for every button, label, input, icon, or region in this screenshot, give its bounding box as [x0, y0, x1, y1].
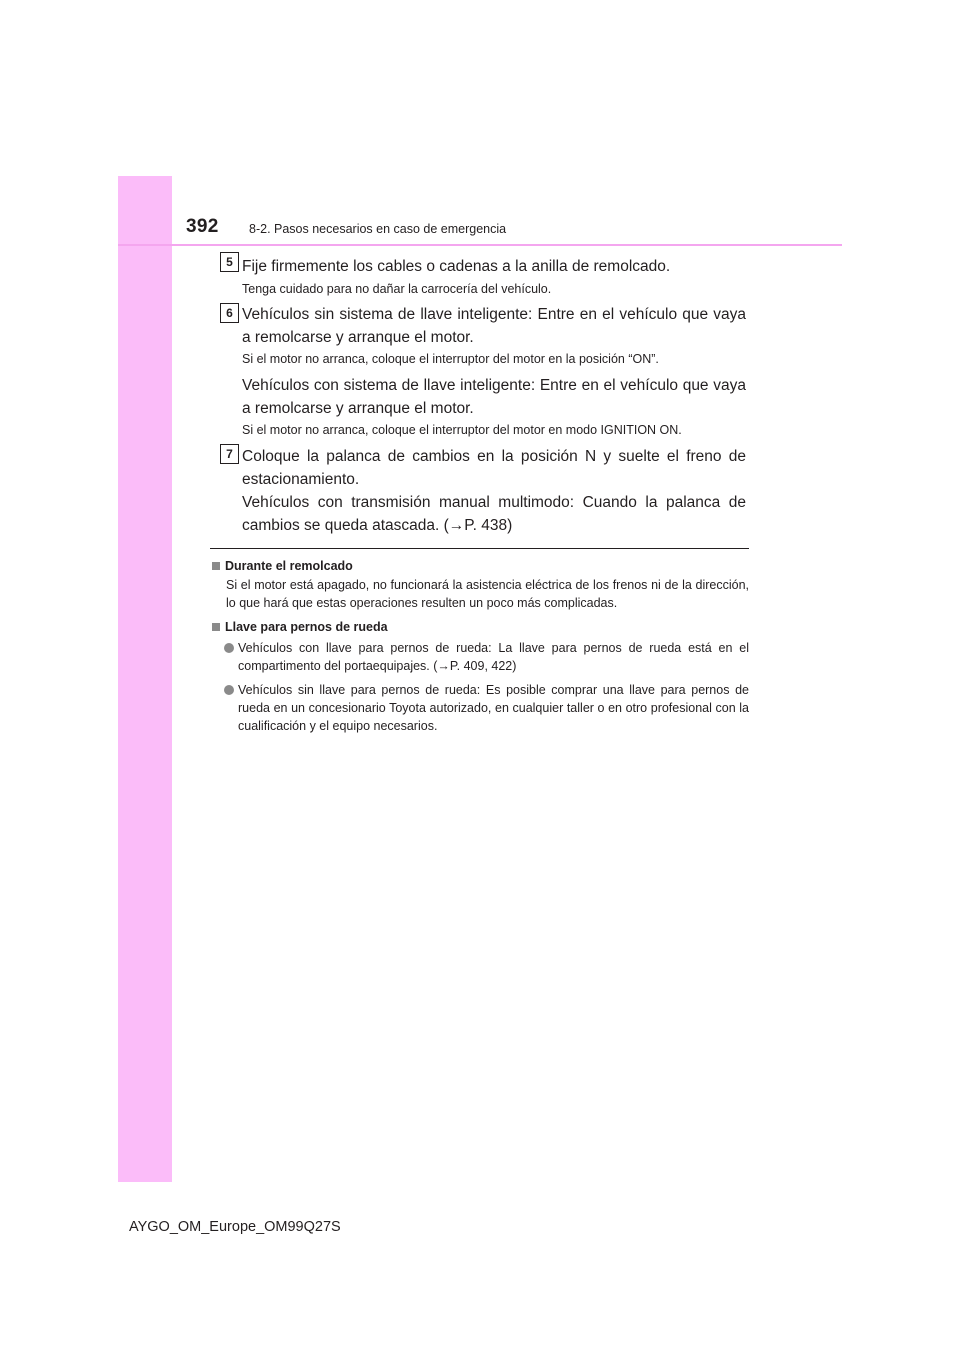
step-6-note-alt: Si el motor no arranca, coloque el interruptor del motor en modo IGNITION ON.: [242, 423, 682, 437]
square-bullet-icon: [212, 623, 220, 631]
note-heading-towing: [212, 558, 353, 575]
step-5-instruction: Fije firmemente los cables o cadenas a la anilla de remolcado.: [242, 258, 671, 275]
step-7-instruction-alt: Vehículos con transmisión manual multimodo: Cuando la palanca de cambios se queda atascada. (→P. 438): [242, 494, 746, 534]
list-item: [224, 639, 749, 675]
list-item: [224, 681, 749, 735]
step-6-badge: 6: [220, 303, 239, 323]
note-text-towing: Si el motor está apagado, no funcionará la asistencia eléctrica de los frenos ni de la dirección, lo que hará que estas operaciones resulten un poco más complicadas.: [226, 578, 749, 610]
note-heading-wheel-lock: [212, 619, 388, 636]
note-title: Llave para pernos de rueda: [225, 620, 388, 634]
page-number: 392: [186, 216, 219, 237]
bullet-text: Vehículos sin llave para pernos de rueda: Es posible comprar una llave para pernos de rueda en un concesionario Toyota autorizado, en cualquier taller o en otro profesional con la cualificación y el equipo necesarios.: [238, 683, 749, 733]
step-7-badge: 7: [220, 444, 239, 464]
step-6-instruction-alt: Vehículos con sistema de llave inteligente: Entre en el vehículo que vaya a remolcarse y arranque el motor.: [242, 377, 746, 417]
round-bullet-icon: [224, 643, 234, 653]
round-bullet-icon: [224, 685, 234, 695]
step-6-note: Si el motor no arranca, coloque el interruptor del motor en la posición “ON”.: [242, 352, 659, 366]
note-title: Durante el remolcado: [225, 559, 353, 573]
step-7-instruction: Coloque la palanca de cambios en la posición N y suelte el freno de estacionamiento.: [242, 448, 746, 488]
bullet-text: Vehículos con llave para pernos de rueda: La llave para pernos de rueda está en el compartimento del portaequipajes. (→P. 409, 422): [238, 641, 749, 673]
section-title: 8-2. Pasos necesarios en caso de emergencia: [249, 222, 507, 236]
step-5-badge: 5: [220, 252, 239, 272]
document-code: AYGO_OM_Europe_OM99Q27S: [129, 1219, 341, 1235]
step-6-instruction: Vehículos sin sistema de llave inteligente: Entre en el vehículo que vaya a remolcarse y arranque el motor.: [242, 306, 746, 346]
square-bullet-icon: [212, 562, 220, 570]
step-5-note: Tenga cuidado para no dañar la carrocería del vehículo.: [242, 282, 552, 296]
notes-divider: [210, 548, 749, 549]
